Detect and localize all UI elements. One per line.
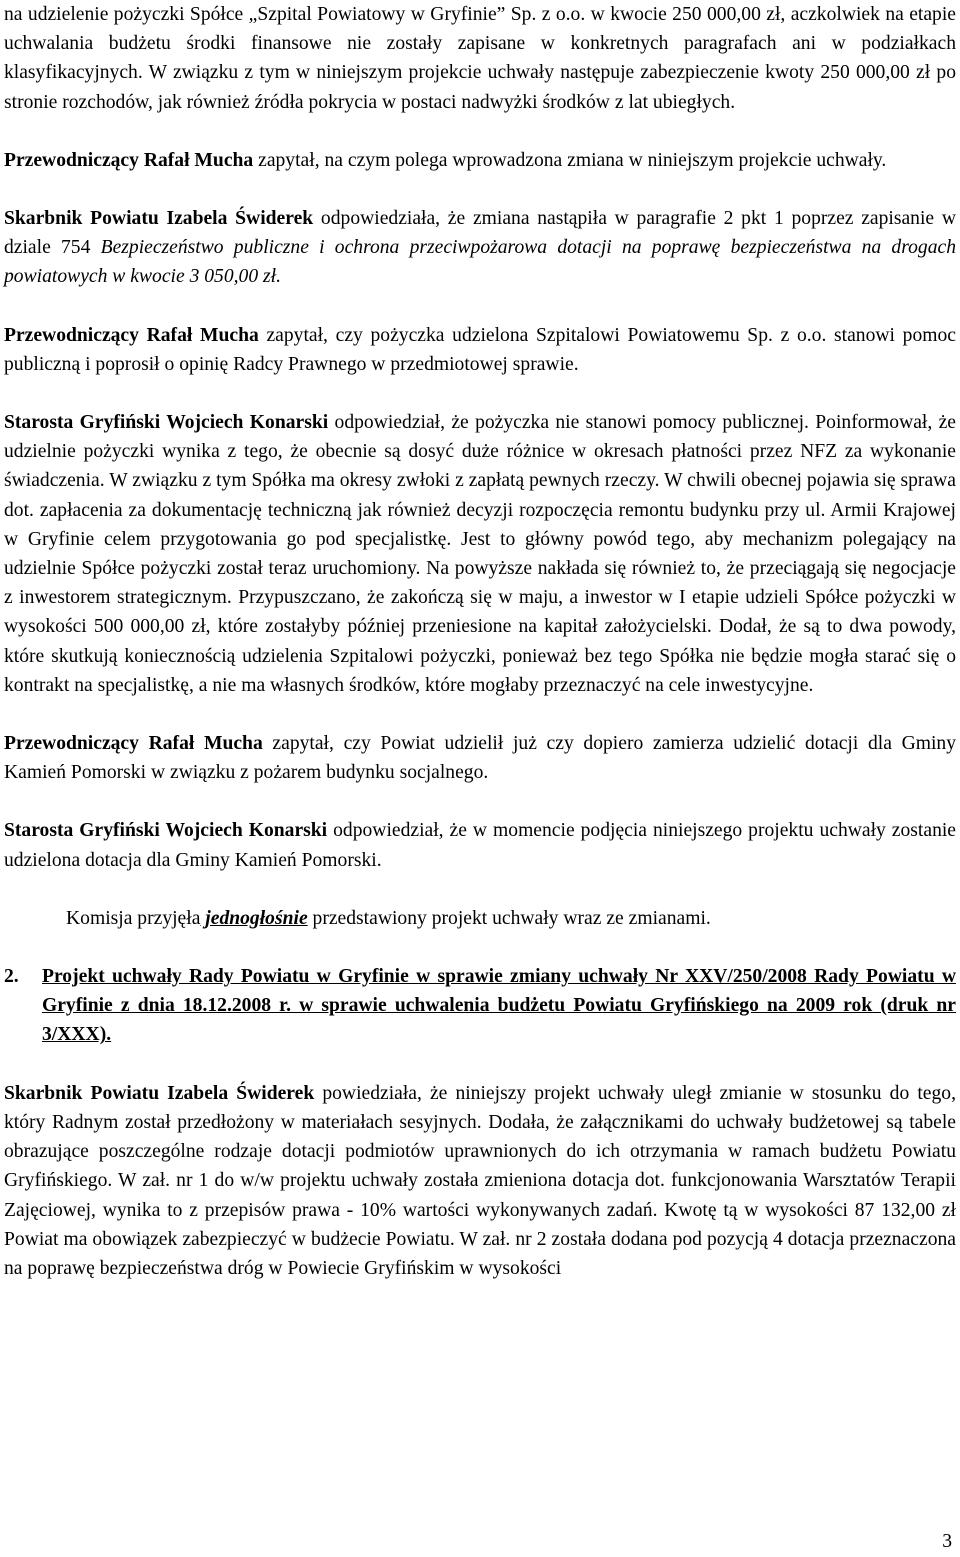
decision-emphasis: jednogłośnie: [200, 907, 308, 929]
paragraph-gap: [4, 700, 956, 729]
paragraph-text: powiedziała, że niniejszy projekt uchwały uległ zmianie w stosunku do tego, który Radnym został przedłożony w materiałach sesyjnych. Dodała, że załącznikami do uchwały budżetowej są tabele obrazujące poszczególne rodzaje dotacji podmiotów uprawnionych do ich otrzymania w ramach budżetu Powiatu Gryfińskiego. W zał. nr 1 do w/w projektu uchwały została zmieniona dotacja dot. funkcjonowania Warsztatów Terapii Zajęciowej, wynika to z przepisów prawa - 10% wartości wykonywanych zadań. Kwotę tą w wysokości 87 132,00 zł Powiat ma obowiązek zabezpieczyć w budżecie Powiatu. W zał. nr 2 została dodana pod pozycją 4 dotacja przeznaczona na poprawę bezpieczeństwa dróg w Powiecie Gryfińskim w wysokości: [4, 1082, 956, 1279]
speaker-name: Skarbnik Powiatu Izabela Świderek: [4, 1082, 315, 1104]
paragraph-starosta-answer-loan: [4, 408, 956, 700]
speaker-name: Przewodniczący Rafał Mucha: [4, 149, 254, 171]
paragraph-italic-text: Bezpieczeństwo publiczne i ochrona przeciwpożarowa dotacji na poprawę bezpieczeństwa na drogach powiatowych w kwocie 3 050,00 zł.: [4, 237, 956, 288]
paragraph-gap: [4, 379, 956, 408]
paragraph-text: zapytał, czy pożyczka udzielona Szpitalowi Powiatowemu Sp. z o.o. stanowi pomoc publiczną i poprosił o opinię Radcy Prawnego w przedmiotowej sprawie.: [4, 324, 957, 375]
page-number: 3: [942, 1531, 952, 1552]
speaker-name: Skarbnik Powiatu Izabela Świderek: [4, 208, 314, 230]
speaker-name: Starosta Gryfiński Wojciech Konarski: [4, 412, 329, 434]
paragraph-loan-budget: [4, 0, 956, 117]
paragraph-text: zapytał, czy Powiat udzielił już czy dopiero zamierza udzielić dotacji dla Gminy Kamień Pomorski w związku z pożarem budynku socjalnego.: [4, 733, 956, 784]
paragraph-gap: [4, 933, 956, 962]
paragraph-starosta-answer-grant: [4, 816, 956, 874]
paragraph-text: zapytał, na czym polega wprowadzona zmiana w niniejszym projekcie uchwały.: [253, 149, 887, 171]
agenda-item-number: 2.: [4, 966, 19, 988]
paragraph-treasurer-explanation: [4, 1079, 956, 1283]
decision-text-after: przedstawiony projekt uchwały wraz ze zmianami.: [307, 907, 711, 929]
paragraph-chairman-question-change: [4, 146, 956, 175]
paragraph-commission-decision: [4, 904, 956, 933]
paragraph-text: odpowiedziała, że zmiana nastąpiła w paragrafie 2 pkt 1 poprzez zapisanie w dziale 754: [4, 208, 957, 259]
agenda-item-title: Projekt uchwały Rady Powiatu w Gryfinie w sprawie zmiany uchwały Nr XXV/250/2008 Rady Powiatu w Gryfinie z dnia 18.12.2008 r. w sprawie uchwalenia budżetu Powiatu Gryfińskiego na 2009 rok (druk nr 3/XXX).: [42, 966, 956, 1046]
paragraph-text: odpowiedział, że pożyczka nie stanowi pomocy publicznej. Poinformował, że udzielnie pożyczki wynika z tego, że obecnie są dosyć duże różnice w okresach płatności przez NFZ za wykonanie świadczenia. W związku z tym Spółka ma okresy zwłoki z zapłatą pewnych rzeczy. W chwili obecnej pojawia się sprawa dot. zapłacenia za dokumentację techniczną jak również decyzji rozpoczęcia remontu budynku przy ul. Armii Krajowej w Gryfinie celem przygotowania go pod specjalistkę. Jest to główny powód tego, aby mechanizm polegający na udzielnie Spółce pożyczki został teraz uruchomiony. Na powyższe nakłada się również to, że przeciągają się negocjacje z inwestorem strategicznym. Przypuszczano, że zakończą się w maju, a inwestor w I etapie udzieli Spółce pożyczki w wysokości 500 000,00 zł, które zostałyby później przeniesione na kapitał założycielski. Dodał, że są to dwa powody, które skutkują koniecznością udzielenia Szpitalowi pożyczki, ponieważ bez tego Spółka nie będzie mogła starać się o kontrakt na specjalistkę, a nie ma własnych środków, które mogłaby przeznaczyć na cele inwestycyjne.: [4, 412, 956, 696]
speaker-name: Starosta Gryfiński Wojciech Konarski: [4, 820, 328, 842]
agenda-item-2: [4, 962, 956, 1050]
paragraph-text: odpowiedział, że w momencie podjęcia niniejszego projektu uchwały zostanie udzielona dotacja dla Gminy Kamień Pomorski.: [4, 820, 957, 871]
paragraph-text: na udzielenie pożyczki Spółce „Szpital Powiatowy w Gryfinie” Sp. z o.o. w kwocie 250 000,00 zł, aczkolwiek na etapie uchwalania budżetu środki finansowe nie zostały zapisane w konkretnych paragrafach ani w podziałkach klasyfikacyjnych. W związku z tym w niniejszym projekcie uchwały następuje zabezpieczenie kwoty 250 000,00 zł po stronie rozchodów, jak również źródła pokrycia w postaci nadwyżki środków z lat ubiegłych.: [4, 4, 956, 113]
paragraph-gap: [4, 787, 956, 816]
paragraph-gap: [4, 175, 956, 204]
paragraph-gap: [4, 875, 956, 904]
paragraph-chairman-question-grant: [4, 729, 956, 787]
paragraph-chairman-question-aid: [4, 321, 956, 379]
paragraph-gap: [4, 1050, 956, 1079]
paragraph-gap: [4, 292, 956, 321]
decision-text-before: Komisja przyjęła: [66, 907, 201, 929]
paragraph-gap: [4, 117, 956, 146]
document-page: [4, 0, 956, 1283]
speaker-name: Przewodniczący Rafał Mucha: [4, 733, 263, 755]
paragraph-treasurer-answer: [4, 204, 956, 292]
speaker-name: Przewodniczący Rafał Mucha: [4, 324, 259, 346]
